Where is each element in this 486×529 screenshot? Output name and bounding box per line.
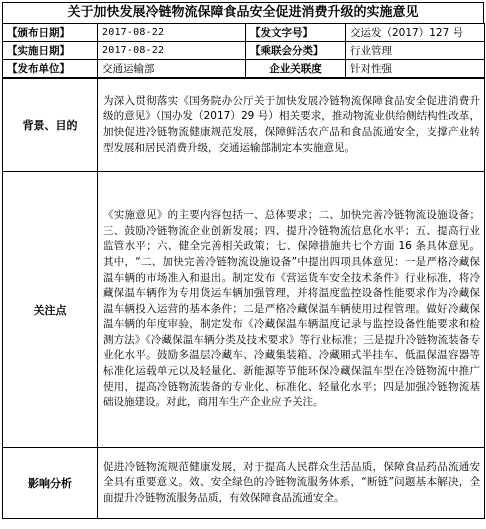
document-number-label: 【发文字号】	[246, 24, 346, 42]
document-number-value: 交运发（2017）127 号	[346, 24, 485, 42]
section-background	[3, 79, 485, 172]
focus-label: 关注点	[3, 172, 98, 448]
issue-date-label: 【颁布日期】	[3, 24, 98, 42]
background-text: 为深入贯彻落实《国务院办公厅关于加快发展冷链物流保障食品安全促进消费升级的意见》（国办发（2017）29 号）相关要求，推动物流业供给侧结构性改革，加快促进冷链物流健康规范发展，保障鲜活农产品和食品流通安全，支撑产业转型发展和居民消费升级，交通运输部制定本实施意见。	[98, 79, 485, 172]
info-table	[2, 23, 485, 78]
section-impact	[3, 448, 485, 519]
section-focus	[3, 172, 485, 448]
info-row-implement	[3, 42, 485, 60]
content-table	[2, 78, 485, 519]
info-row-dates	[3, 24, 485, 42]
relevance-label: 企业关联度	[246, 60, 346, 78]
document-sheet	[2, 2, 484, 519]
info-row-issuer	[3, 60, 485, 78]
issuer-value: 交通运输部	[98, 60, 246, 78]
effective-date-label: 【实施日期】	[3, 42, 98, 60]
issue-date-value: 2017-08-22	[98, 24, 246, 42]
relevance-value: 针对性强	[346, 60, 485, 78]
effective-date-value: 2017-08-22	[98, 42, 246, 60]
document-title: 关于加快发展冷链物流保障食品安全促进消费升级的实施意见	[2, 2, 484, 23]
background-label: 背景、目的	[3, 79, 98, 172]
focus-text: 《实施意见》的主要内容包括一、总体要求；二、加快完善冷链物流设施设备；三、鼓励冷链物流企业创新发展；四、提升冷链物流信息化水平；五、提高行业监管水平；六、健全完善相关政策；七、保障措施共七个方面 16 条具体意见。其中，“二、加快完善冷链物流设施设备”中提出四项具体意见：一是严格冷藏保温车辆的市场准入和退出。制定发布《营运货车安全技术条件》行业标准，将冷藏保温车辆作为专用货运车辆加强管理，并将温度监控设备性能要求作为冷藏保温车辆投入运营的基本条件；二是严格冷藏保温车辆使用过程管理。做好冷藏保温车辆的年度审验，制定发布《冷藏保温车辆温度记录与监控设备性能要求和检测方法》《冷藏保温车辆分类及技术要求》等行业标准；三是提升冷链物流装备专业化水平。鼓励多温层冷藏车、冷藏集装箱、冷藏厢式半挂车、低温保温容器等标准化运载单元以及轻量化、新能源等节能环保冷藏保温车型在冷链物流中推广使用，提高冷链物流装备的专业化、标准化、轻量化水平；四是加强冷链物流基础设施建设。对此，商用车生产企业应予关注。	[98, 172, 485, 448]
impact-label: 影响分析	[3, 448, 98, 519]
issuer-label: 【发布单位】	[3, 60, 98, 78]
classification-value: 行业管理	[346, 42, 485, 60]
classification-label: 【乘联会分类】	[246, 42, 346, 60]
impact-text: 促进冷链物流规范健康发展，对于提高人民群众生活品质，保障食品药品流通安全具有重要意义。效、安全绿色的冷链物流服务体系，“断链”问题基本解决，全面提升冷链物流服务品质，有效保障食品流通安全。	[98, 448, 485, 519]
